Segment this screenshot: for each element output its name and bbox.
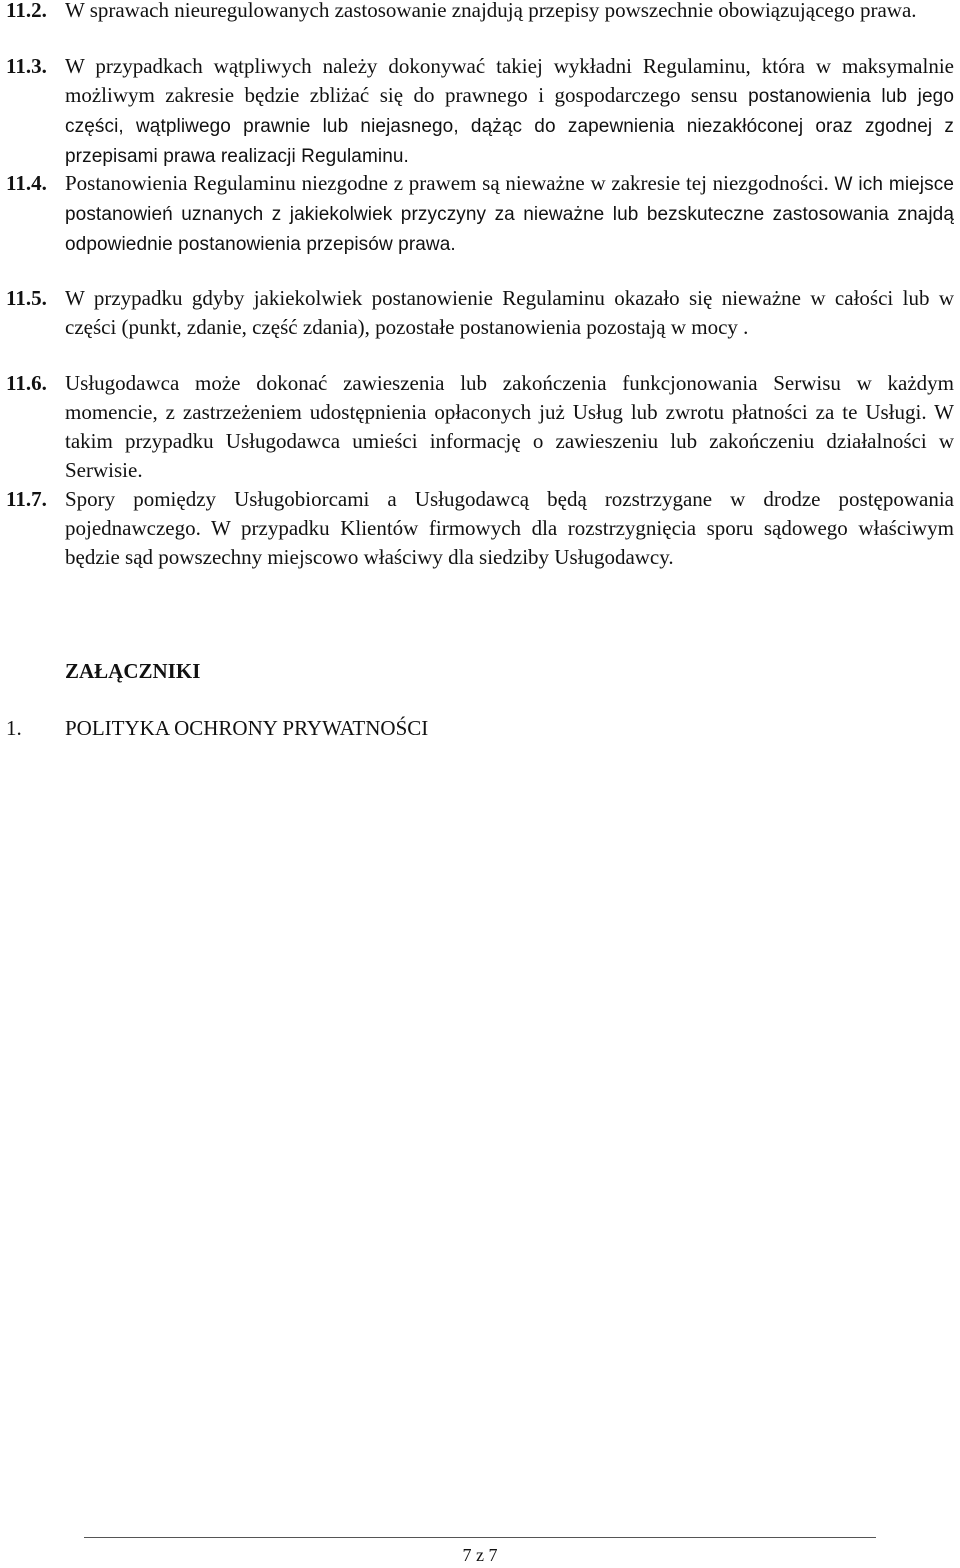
clause-text-sans: postanowienia lub jego części, wątpliwego prawnie lub niejasnego, dążąc do zapewnienia niezakłóconej oraz zgodnej z przepisami prawa realizacji Regulaminu. <box>65 86 954 167</box>
clause-number: 11.2. <box>6 0 47 22</box>
clause-text <box>65 52 954 171</box>
clause-11-4 <box>6 169 954 259</box>
attachment-item-number: 1. <box>6 716 22 740</box>
clause-11-2 <box>6 0 954 25</box>
clause-11-6 <box>6 369 954 485</box>
clause-11-7 <box>6 485 954 572</box>
clause-number: 11.5. <box>6 286 47 310</box>
clause-text: Usługodawca może dokonać zawieszenia lub zakończenia funkcjonowania Serwisu w każdym momencie, z zastrzeżeniem udostępnienia opłaconych już Usług lub zwrotu płatności za te Usługi. W takim przypadku Usługodawca umieści informację o zawieszeniu lub zakończeniu działalności w Serwisie. <box>65 371 954 482</box>
clause-number: 11.6. <box>6 371 47 395</box>
footer-divider <box>84 1537 876 1538</box>
clause-text-sans: W ich miejsce postanowień uznanych z jakiekolwiek przyczyny za nieważne lub bezskuteczne zastosowania znajdą odpowiednie postanowienia przepisów prawa. <box>65 174 954 255</box>
clause-text <box>65 169 954 259</box>
attachment-item-title: POLITYKA OCHRONY PRYWATNOŚCI <box>65 716 429 740</box>
clause-number: 11.4. <box>6 171 47 195</box>
clause-11-3 <box>6 52 954 171</box>
attachment-item <box>6 714 428 743</box>
clause-number: 11.7. <box>6 487 47 511</box>
clause-text-serif: Postanowienia Regulaminu niezgodne z prawem są nieważne w zakresie tej niezgodności. <box>65 171 835 195</box>
clause-number: 11.3. <box>6 54 47 78</box>
page-number: 7 z 7 <box>462 1545 498 1565</box>
clause-text: W sprawach nieuregulowanych zastosowanie znajdują przepisy powszechnie obowiązującego prawa. <box>65 0 917 22</box>
attachments-heading: ZAŁĄCZNIKI <box>65 659 201 683</box>
clause-text-serif: W przypadkach wątpliwych należy dokonywać takiej wykładni Regulaminu, która w maksymalnie możliwym zakresie będzie zbliżać się do prawnego i gospodarczego sensu <box>65 54 954 107</box>
clause-text: W przypadku gdyby jakiekolwiek postanowienie Regulaminu okazało się nieważne w całości lub w części (punkt, zdanie, część zdania), pozostałe postanowienia pozostają w mocy . <box>65 286 954 339</box>
clause-text: Spory pomiędzy Usługobiorcami a Usługodawcą będą rozstrzygane w drodze postępowania pojednawczego. W przypadku Klientów firmowych dla rozstrzygnięcia sporu sądowego właściwym będzie sąd powszechny miejscowo właściwy dla siedziby Usługodawcy. <box>65 487 954 569</box>
clause-11-5 <box>6 284 954 342</box>
